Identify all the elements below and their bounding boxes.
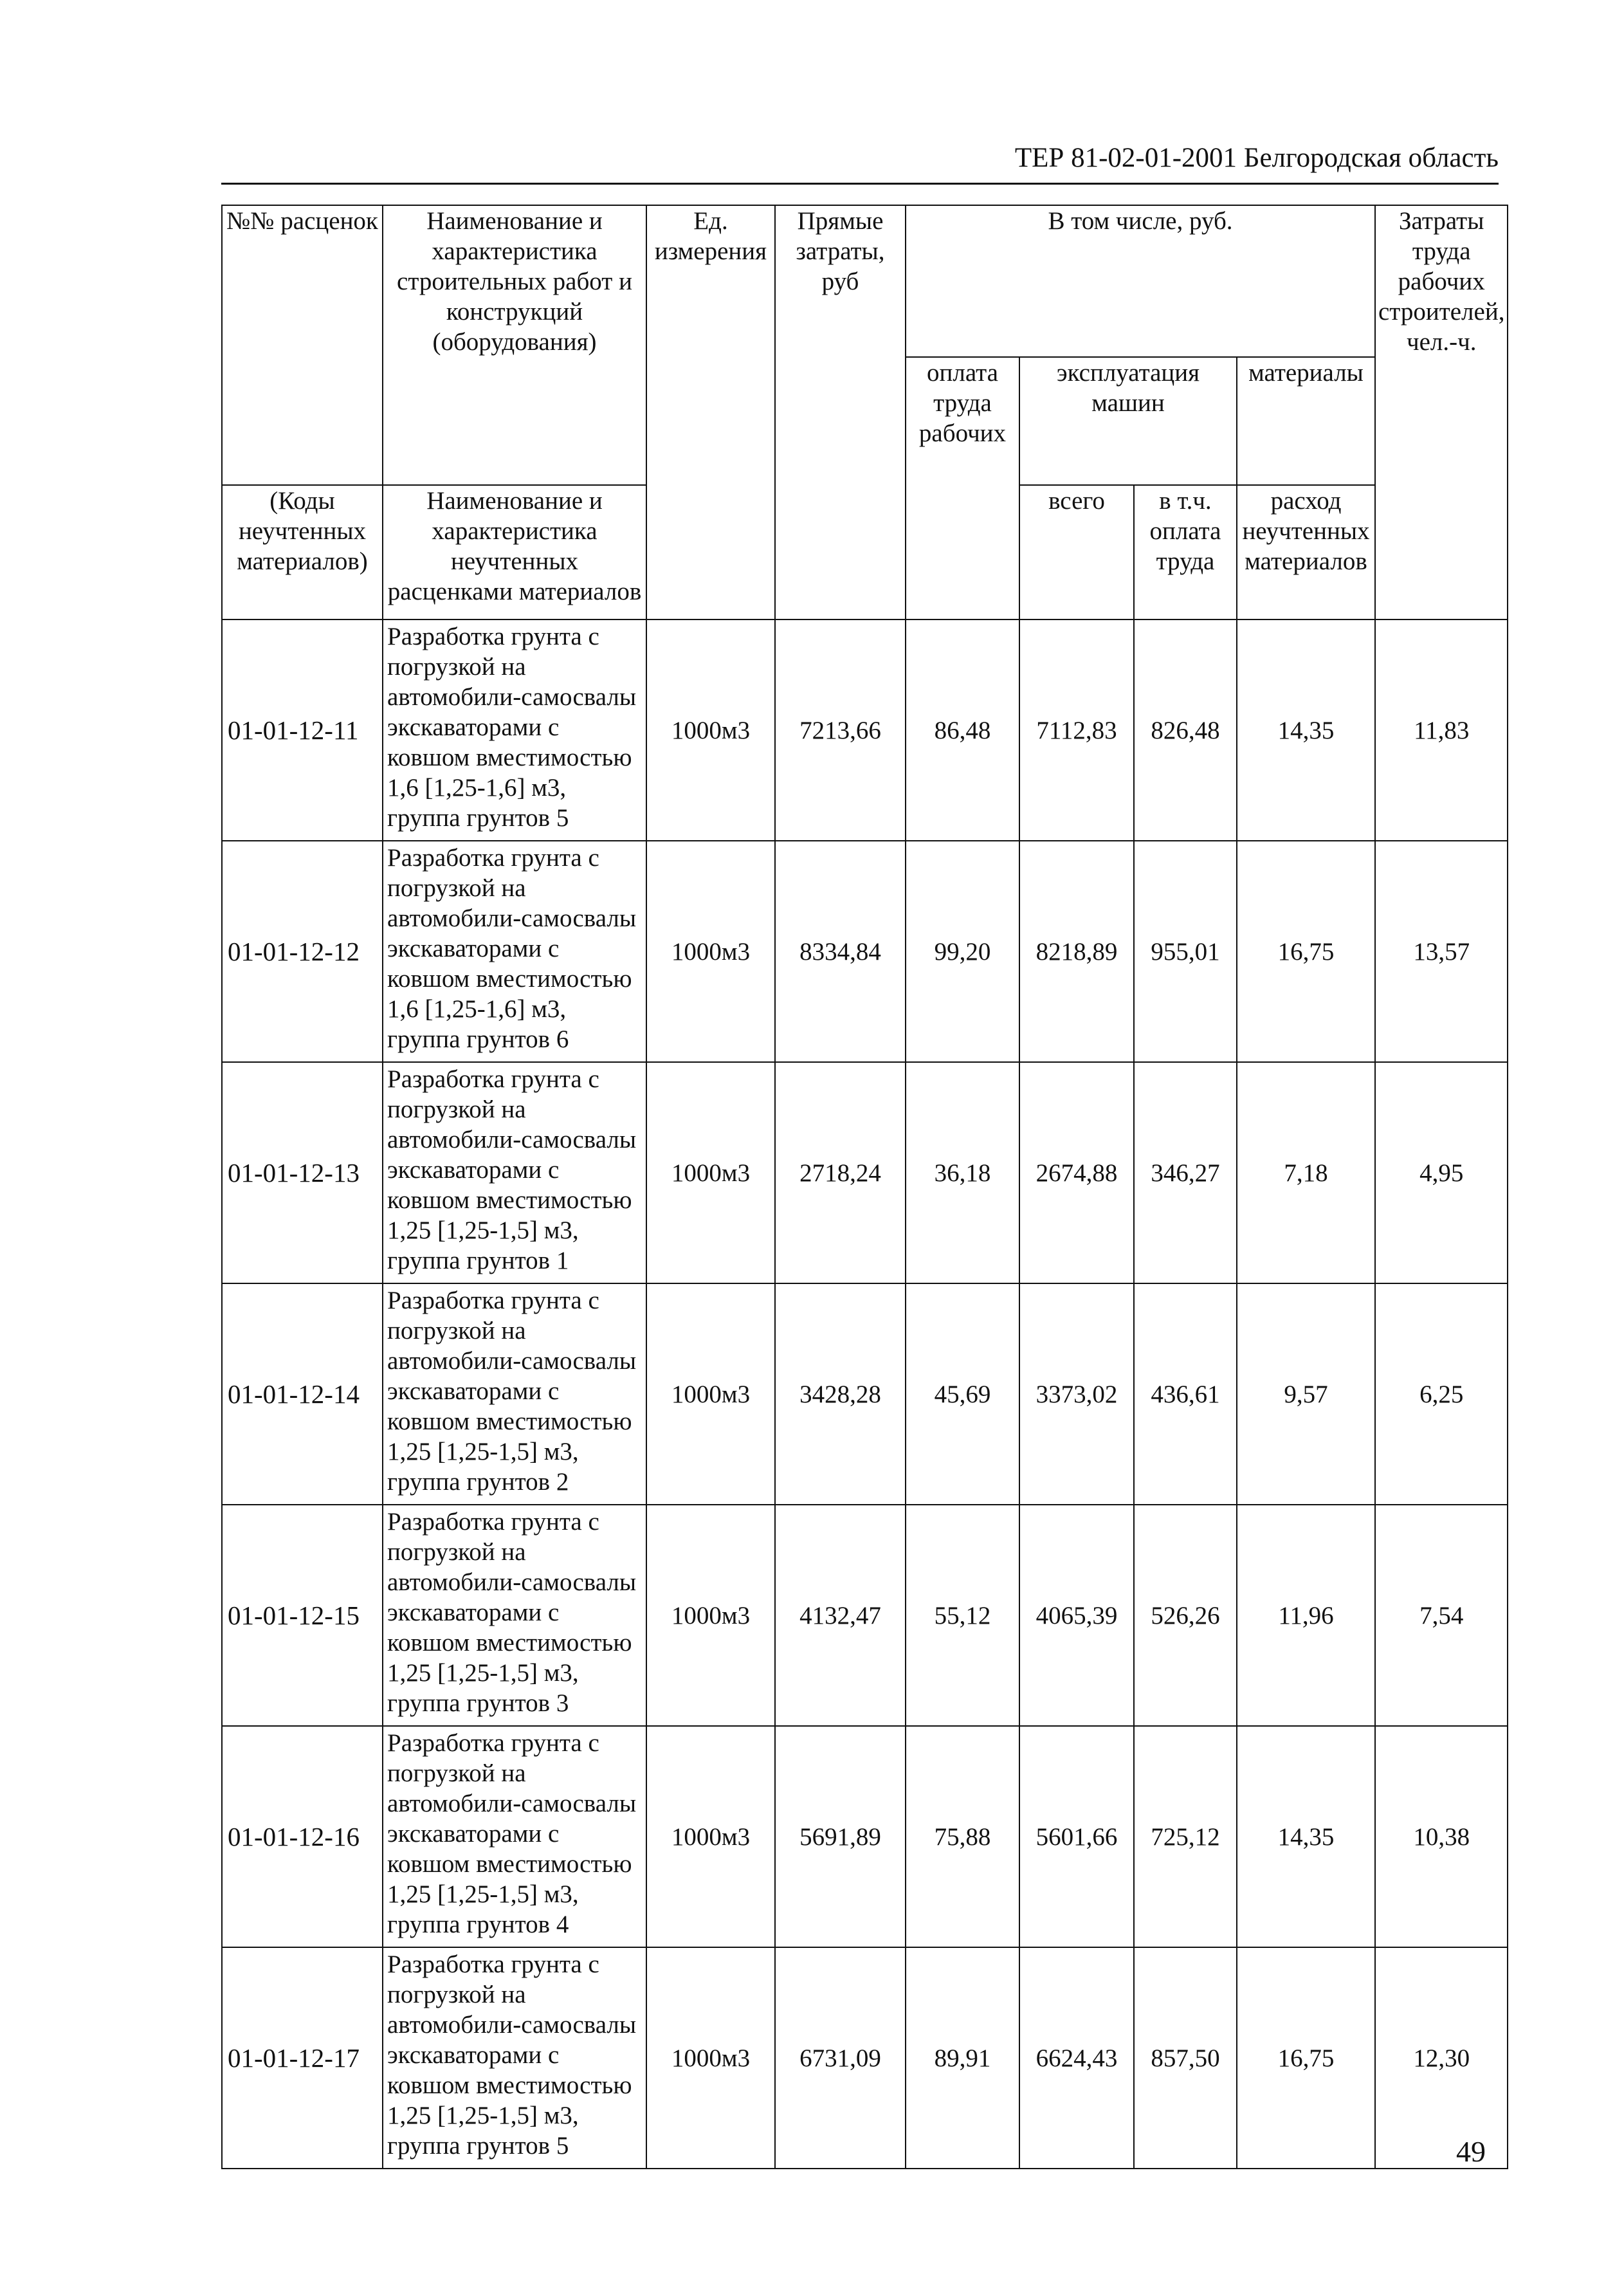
direct-costs: 8334,84 <box>775 841 906 1062</box>
direct-costs: 6731,09 <box>775 1947 906 2169</box>
header-name-sub: Наименование и характеристика неучтенных расценками материалов <box>383 485 646 619</box>
machines-wages: 955,01 <box>1134 841 1237 1062</box>
work-description: Разработка грунта с погрузкой на автомобили-самосвалы экскаваторами с ковшом вместимостью 1,25 [1,25-1,5] м3, группа грунтов 4 <box>383 1726 646 1947</box>
wages: 86,48 <box>906 619 1019 841</box>
machines-total: 3373,02 <box>1019 1283 1134 1505</box>
direct-costs: 3428,28 <box>775 1283 906 1505</box>
header-wages: оплата труда рабочих <box>906 357 1019 619</box>
page-number: 49 <box>1456 2135 1486 2168</box>
work-description: Разработка грунта с погрузкой на автомобили-самосвалы экскаваторами с ковшом вместимостью 1,25 [1,25-1,5] м3, группа грунтов 1 <box>383 1062 646 1283</box>
materials: 16,75 <box>1237 841 1375 1062</box>
work-description: Разработка грунта с погрузкой на автомобили-самосвалы экскаваторами с ковшом вместимостью 1,25 [1,25-1,5] м3, группа грунтов 2 <box>383 1283 646 1505</box>
rate-code: 01-01-12-15 <box>222 1505 383 1726</box>
labor-costs: 11,83 <box>1375 619 1508 841</box>
header-code-spacer <box>222 357 383 485</box>
unit: 1000м3 <box>646 1283 775 1505</box>
header-materials-sub: расход неучтенных материалов <box>1237 485 1375 619</box>
direct-costs: 4132,47 <box>775 1505 906 1726</box>
work-description: Разработка грунта с погрузкой на автомобили-самосвалы экскаваторами с ковшом вместимостью 1,25 [1,25-1,5] м3, группа грунтов 5 <box>383 1947 646 2169</box>
machines-wages: 857,50 <box>1134 1947 1237 2169</box>
header-rule <box>221 183 1499 185</box>
labor-costs: 10,38 <box>1375 1726 1508 1947</box>
machines-wages: 826,48 <box>1134 619 1237 841</box>
document-header-title: ТЕР 81-02-01-2001 Белгородская область <box>1014 143 1499 173</box>
materials: 14,35 <box>1237 619 1375 841</box>
materials: 9,57 <box>1237 1283 1375 1505</box>
wages: 89,91 <box>906 1947 1019 2169</box>
rate-code: 01-01-12-12 <box>222 841 383 1062</box>
unit: 1000м3 <box>646 841 775 1062</box>
machines-total: 7112,83 <box>1019 619 1134 841</box>
table-row <box>222 841 1508 1062</box>
work-description: Разработка грунта с погрузкой на автомобили-самосвалы экскаваторами с ковшом вместимостью 1,6 [1,25-1,6] м3, группа грунтов 5 <box>383 619 646 841</box>
header-name-spacer <box>383 357 646 485</box>
rates-table <box>221 205 1508 2169</box>
labor-costs: 7,54 <box>1375 1505 1508 1726</box>
rate-code: 01-01-12-16 <box>222 1726 383 1947</box>
header-labor-costs: Затраты труда рабочих строителей, чел.-ч. <box>1375 205 1508 619</box>
machines-wages: 725,12 <box>1134 1726 1237 1947</box>
header-machines: эксплуатация машин <box>1019 357 1237 485</box>
wages: 99,20 <box>906 841 1019 1062</box>
machines-total: 6624,43 <box>1019 1947 1134 2169</box>
unit: 1000м3 <box>646 1062 775 1283</box>
header-machines-total: всего <box>1019 485 1134 619</box>
machines-total: 2674,88 <box>1019 1062 1134 1283</box>
unit: 1000м3 <box>646 1726 775 1947</box>
table-row <box>222 1726 1508 1947</box>
wages: 36,18 <box>906 1062 1019 1283</box>
labor-costs: 12,30 <box>1375 1947 1508 2169</box>
table-row <box>222 1947 1508 2169</box>
materials: 11,96 <box>1237 1505 1375 1726</box>
wages: 45,69 <box>906 1283 1019 1505</box>
direct-costs: 2718,24 <box>775 1062 906 1283</box>
rate-code: 01-01-12-11 <box>222 619 383 841</box>
rate-code: 01-01-12-17 <box>222 1947 383 2169</box>
header-code: №№ расценок <box>222 205 383 357</box>
header-name: Наименование и характеристика строительных работ и конструкций (оборудования) <box>383 205 646 357</box>
direct-costs: 7213,66 <box>775 619 906 841</box>
table-row <box>222 1505 1508 1726</box>
rate-code: 01-01-12-14 <box>222 1283 383 1505</box>
header-unit: Ед. измерения <box>646 205 775 619</box>
materials: 16,75 <box>1237 1947 1375 2169</box>
work-description: Разработка грунта с погрузкой на автомобили-самосвалы экскаваторами с ковшом вместимостью 1,25 [1,25-1,5] м3, группа грунтов 3 <box>383 1505 646 1726</box>
header-machines-wages: в т.ч. оплата труда <box>1134 485 1237 619</box>
table-row <box>222 1062 1508 1283</box>
work-description: Разработка грунта с погрузкой на автомобили-самосвалы экскаваторами с ковшом вместимостью 1,6 [1,25-1,6] м3, группа грунтов 6 <box>383 841 646 1062</box>
labor-costs: 4,95 <box>1375 1062 1508 1283</box>
labor-costs: 13,57 <box>1375 841 1508 1062</box>
header-including: В том числе, руб. <box>906 205 1375 357</box>
header-direct-costs: Прямые затраты, руб <box>775 205 906 619</box>
table-row <box>222 1283 1508 1505</box>
unit: 1000м3 <box>646 1505 775 1726</box>
direct-costs: 5691,89 <box>775 1726 906 1947</box>
machines-total: 4065,39 <box>1019 1505 1134 1726</box>
header-code-sub: (Коды неучтенных материалов) <box>222 485 383 619</box>
materials: 14,35 <box>1237 1726 1375 1947</box>
wages: 55,12 <box>906 1505 1019 1726</box>
header-materials: материалы <box>1237 357 1375 485</box>
labor-costs: 6,25 <box>1375 1283 1508 1505</box>
machines-wages: 436,61 <box>1134 1283 1237 1505</box>
machines-wages: 346,27 <box>1134 1062 1237 1283</box>
materials: 7,18 <box>1237 1062 1375 1283</box>
unit: 1000м3 <box>646 1947 775 2169</box>
machines-total: 8218,89 <box>1019 841 1134 1062</box>
rate-code: 01-01-12-13 <box>222 1062 383 1283</box>
unit: 1000м3 <box>646 619 775 841</box>
wages: 75,88 <box>906 1726 1019 1947</box>
table-row <box>222 619 1508 841</box>
machines-total: 5601,66 <box>1019 1726 1134 1947</box>
machines-wages: 526,26 <box>1134 1505 1237 1726</box>
